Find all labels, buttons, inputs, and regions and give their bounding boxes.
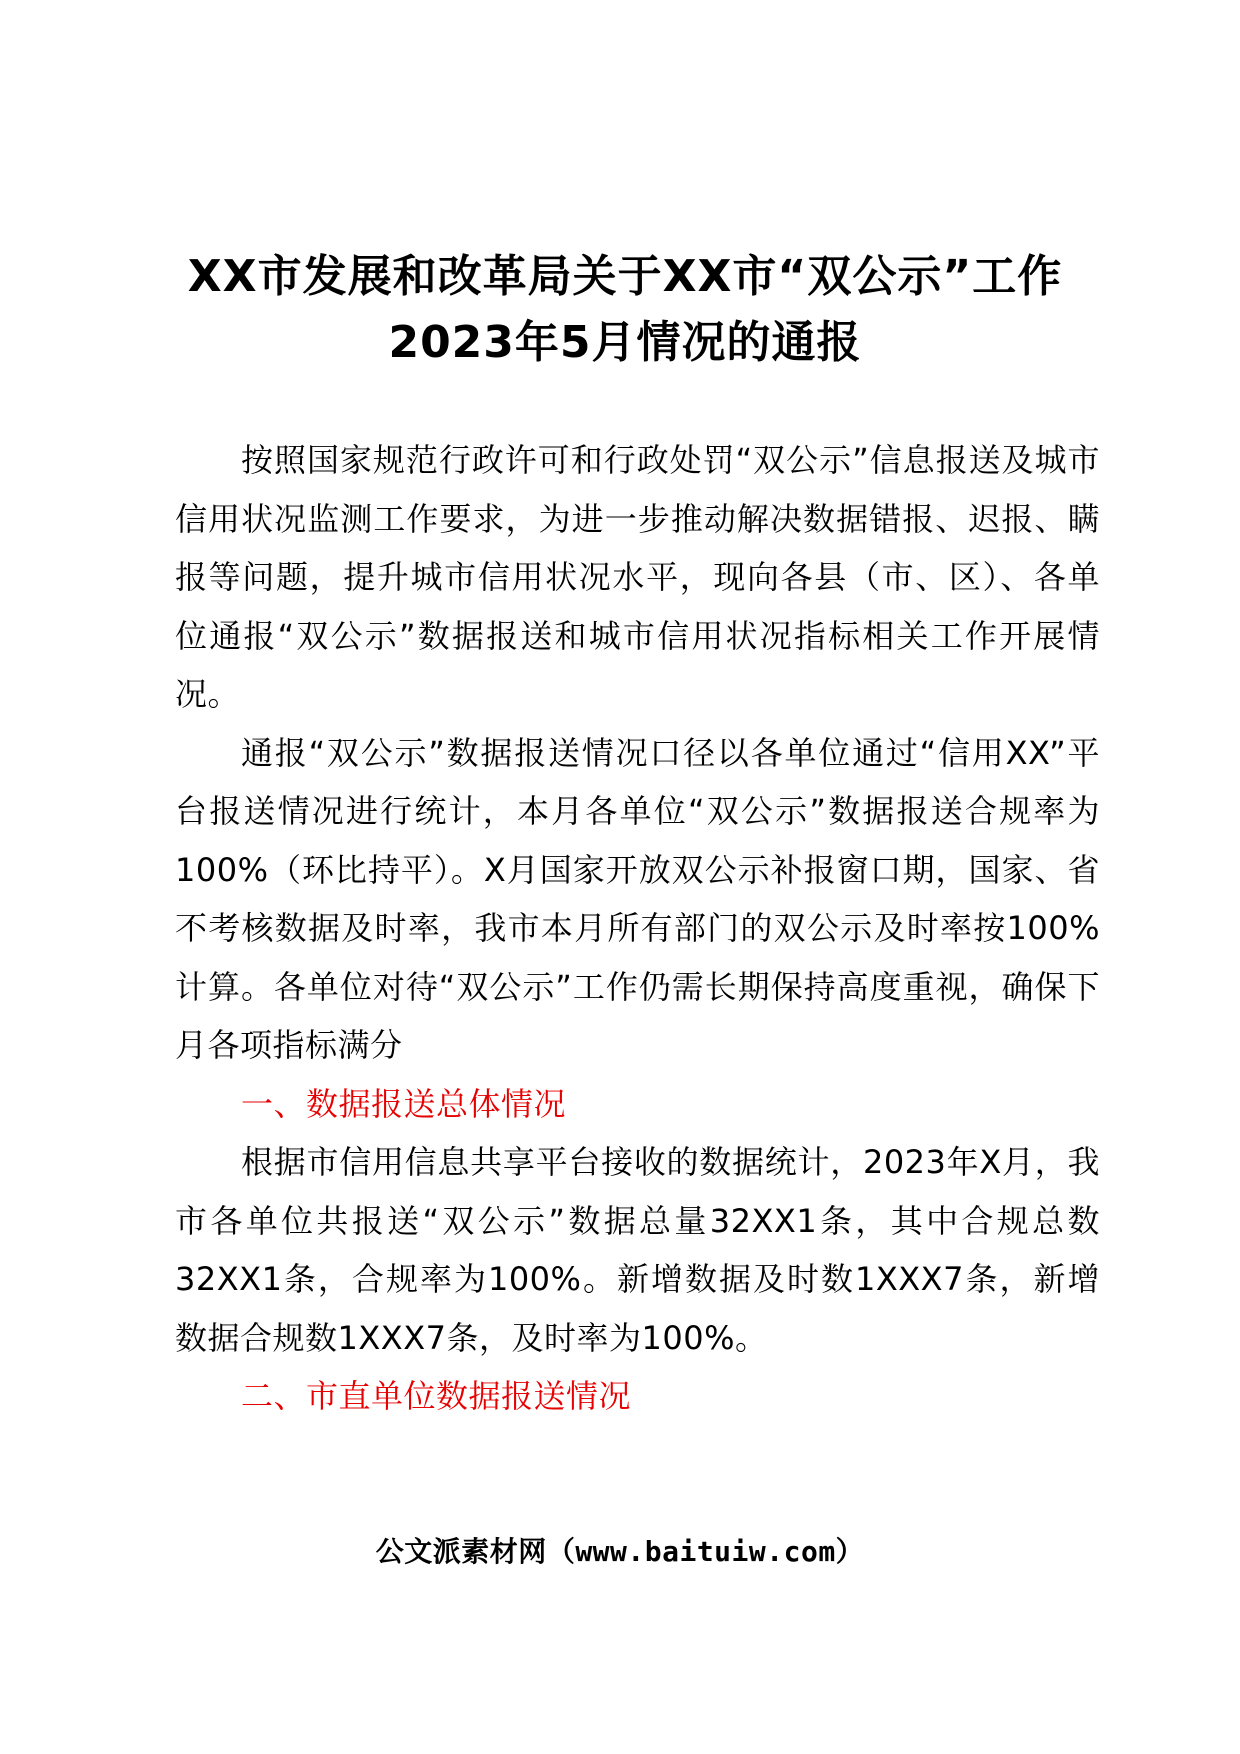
footer-site-url: （www.baituiw.com） [546, 1535, 865, 1568]
paragraph-reporting-scope: 通报“双公示”数据报送情况口径以各单位通过“信用XX”平台报送情况进行统计，本月各单位“双公示”数据报送合规率为100%（环比持平）。X月国家开放双公示补报窗口期，国家、省不考核数据及时率，我市本月所有部门的双公示及时率按100%计算。各单位对待“双公示”工作仍需长期保持高度重视，确保下月各项指标满分 [175, 733, 1100, 1064]
document-title: XX市发展和改革局关于XX市“双公示”工作2023年5月情况的通报 [187, 251, 1063, 368]
paragraph-statistics: 根据市信用信息共享平台接收的数据统计，2023年X月，我市各单位共报送“双公示”数据总量32XX1条，其中合规总数32XX1条，合规率为100%。新增数据及时数1XXX7条，新增数据合规数1XXX7条，及时率为100%。 [175, 1143, 1100, 1357]
section-heading-city-units: 二、市直单位数据报送情况 [241, 1377, 632, 1415]
document-body [175, 431, 1100, 1426]
footer-site-name: 公文派素材网 [375, 1535, 547, 1568]
section-heading-overall: 一、数据报送总体情况 [241, 1084, 567, 1123]
paragraph-intro: 按照国家规范行政许可和行政处罚“双公示”信息报送及城市信用状况监测工作要求，为进一步推动解决数据错报、迟报、瞒报等问题，提升城市信用状况水平，现向各县（市、区）、各单位通报“双公示”数据报送和城市信用状况指标相关工作开展情况。 [175, 441, 1100, 713]
footer-watermark [0, 1530, 1240, 1570]
